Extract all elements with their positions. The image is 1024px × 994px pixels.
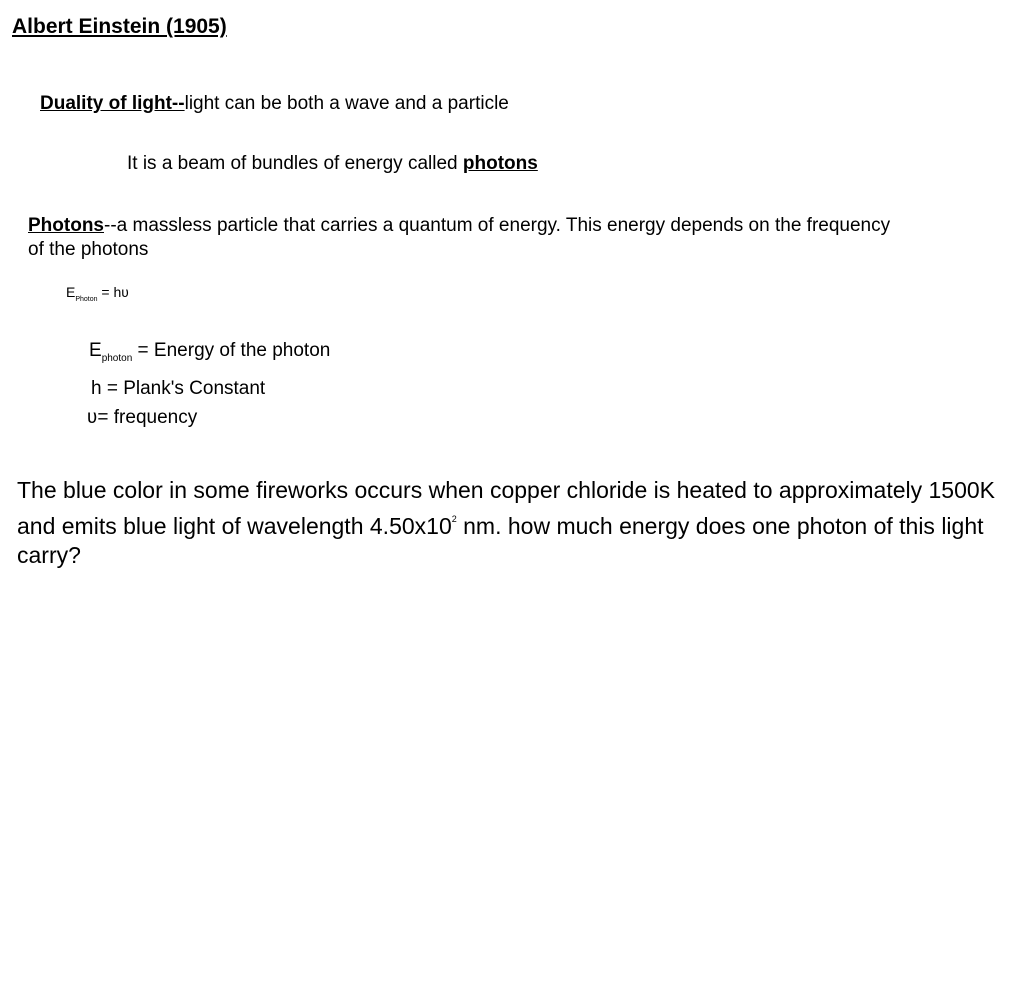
question-part-2: nm. how much energy does one photon of this light carry? <box>17 513 984 568</box>
energy-definition <box>89 340 330 364</box>
photons-definition-text: --a massless particle that carries a quantum of energy. This energy depends on the frequency of the photons <box>28 215 891 260</box>
photon-beam-line <box>127 153 538 175</box>
equation-rhs: = hʋ <box>97 284 129 300</box>
energy-definition-text: = Energy of the photon <box>132 340 331 361</box>
duality-term: Duality of light-- <box>40 93 185 114</box>
duality-of-light-line <box>40 93 509 115</box>
planck-definition: h = Plank's Constant <box>91 378 266 399</box>
frequency-definition: ʋ= frequency <box>87 407 198 428</box>
page-title: Albert Einstein (1905) <box>12 15 227 38</box>
equation-lhs: E <box>66 284 76 300</box>
duality-text: light can be both a wave and a particle <box>184 93 509 114</box>
photons-definition-term: Photons <box>28 215 104 236</box>
photons-definition <box>28 214 908 262</box>
energy-subscript: photon <box>101 352 133 364</box>
fireworks-question <box>17 476 1007 570</box>
beam-text: It is a beam of bundles of energy called <box>127 153 463 174</box>
photons-term: photons <box>462 153 538 174</box>
photon-energy-equation <box>66 284 129 303</box>
question-exponent: 2 <box>451 514 457 524</box>
question-part-1: The blue color in some fireworks occurs when copper chloride is heated to approximately 1500K and emits blue light of wavelength 4.50x10 <box>17 477 996 539</box>
equation-lhs-subscript: Photon <box>75 295 98 303</box>
energy-symbol: E <box>89 340 102 361</box>
